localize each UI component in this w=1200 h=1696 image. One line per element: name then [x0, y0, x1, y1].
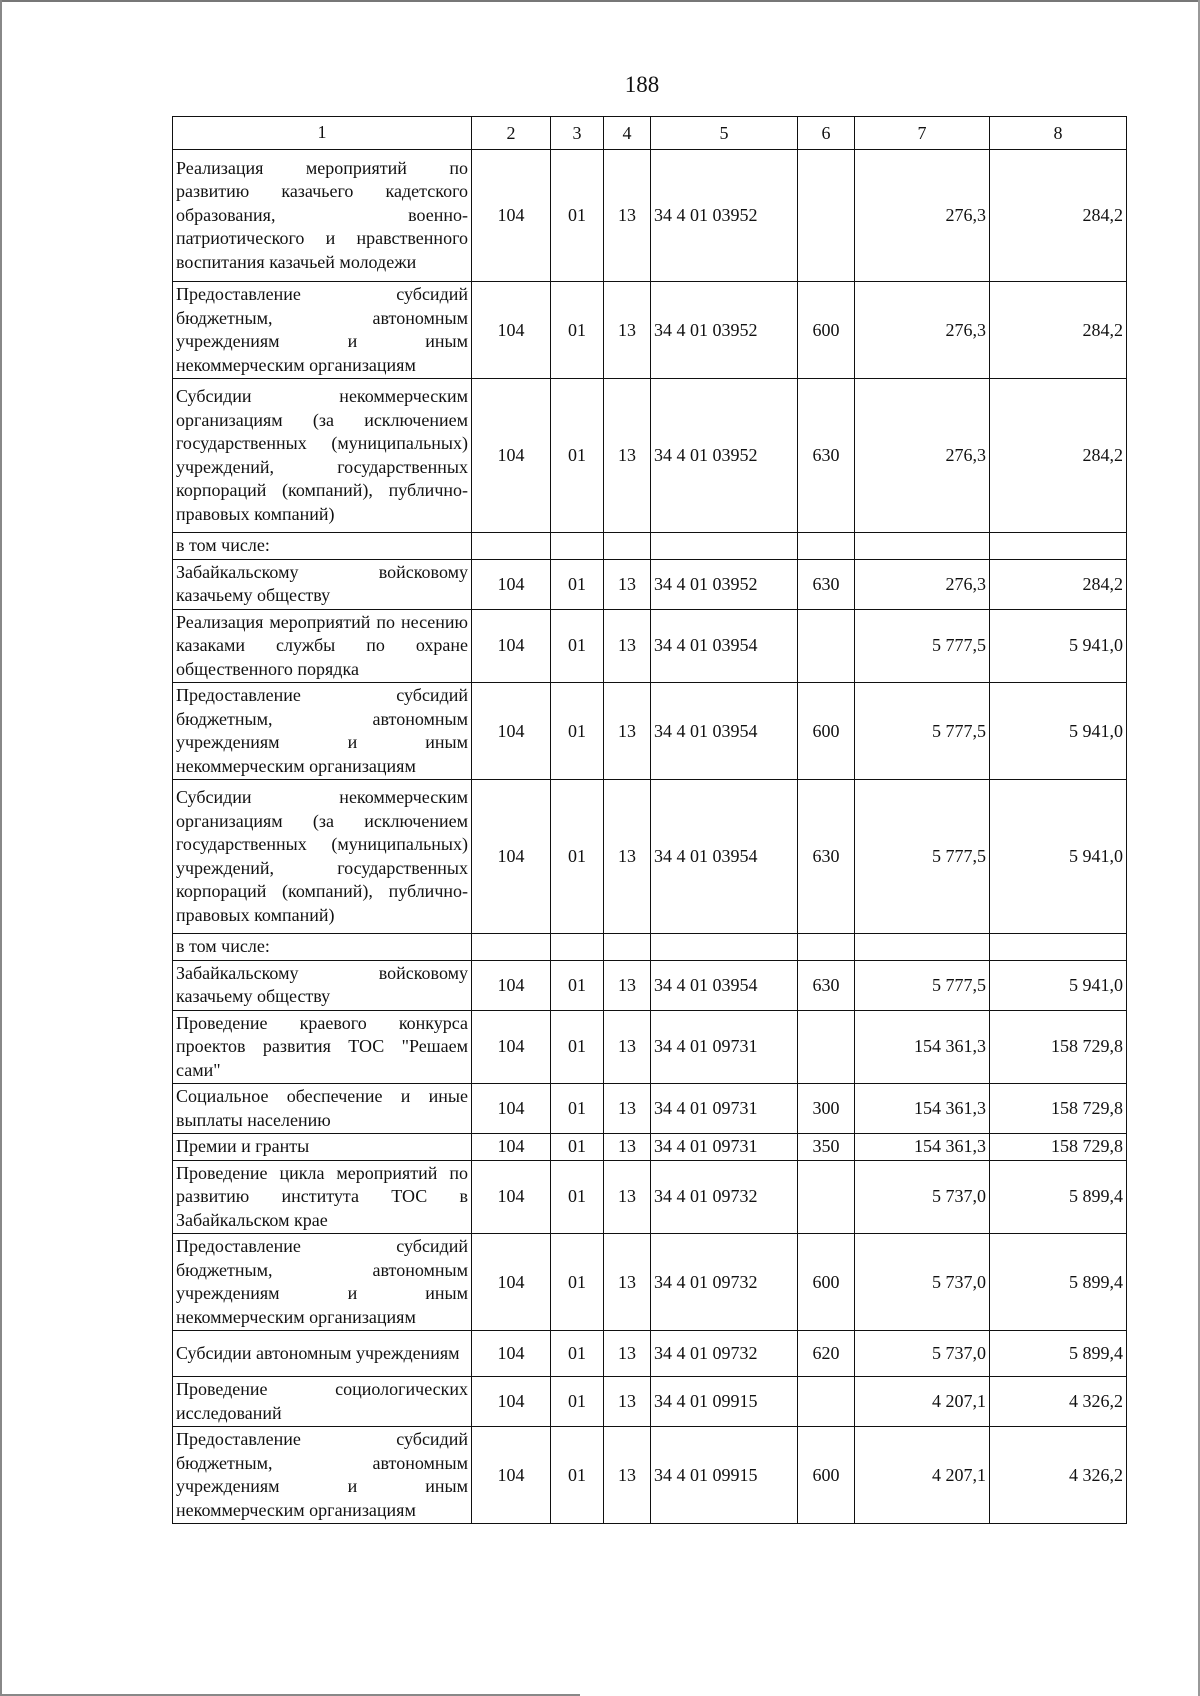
row-amount-year2: 284,2 [990, 379, 1127, 533]
row-code-target: 34 4 01 09732 [651, 1331, 798, 1377]
row-code-expense-type: 600 [798, 1427, 855, 1524]
row-code-target: 34 4 01 09915 [651, 1427, 798, 1524]
row-amount-year1: 4 207,1 [855, 1377, 990, 1427]
row-code-expense-type: 630 [798, 780, 855, 934]
table-row [173, 282, 1127, 379]
row-code-target [651, 934, 798, 961]
row-code-expense-type: 630 [798, 559, 855, 609]
row-amount-year2 [990, 533, 1127, 560]
row-description: Предоставление субсидий бюджетным, автономным учреждениям и иным некоммерческим организациям [173, 282, 472, 379]
row-description: в том числе: [173, 533, 472, 560]
table-row [173, 1160, 1127, 1234]
row-amount-year1: 154 361,3 [855, 1010, 990, 1084]
row-code-subsection: 13 [604, 683, 651, 780]
row-amount-year2: 5 941,0 [990, 683, 1127, 780]
row-code-expense-type [798, 1010, 855, 1084]
row-code-expense-type: 300 [798, 1084, 855, 1134]
row-code-target: 34 4 01 03952 [651, 150, 798, 282]
row-description: Проведение цикла мероприятий по развитию института ТОС в Забайкальском крае [173, 1160, 472, 1234]
row-amount-year2: 284,2 [990, 559, 1127, 609]
row-code-section: 01 [551, 1427, 604, 1524]
row-amount-year2: 158 729,8 [990, 1134, 1127, 1161]
table-row [173, 150, 1127, 282]
column-header-6: 6 [798, 117, 855, 150]
row-code-section: 01 [551, 1377, 604, 1427]
table-row [173, 1084, 1127, 1134]
table-row [173, 934, 1127, 961]
row-amount-year1: 154 361,3 [855, 1084, 990, 1134]
table-row [173, 1331, 1127, 1377]
row-code-subsection: 13 [604, 150, 651, 282]
row-code-target: 34 4 01 03952 [651, 379, 798, 533]
row-description: Предоставление субсидий бюджетным, автономным учреждениям и иным некоммерческим организациям [173, 1427, 472, 1524]
row-description: Субсидии автономным учреждениям [173, 1331, 472, 1377]
table-row [173, 533, 1127, 560]
row-code-section: 01 [551, 1160, 604, 1234]
row-code-ministry: 104 [472, 1234, 551, 1331]
row-code-target: 34 4 01 09731 [651, 1010, 798, 1084]
row-code-expense-type [798, 1377, 855, 1427]
row-code-target: 34 4 01 09732 [651, 1160, 798, 1234]
row-code-section: 01 [551, 379, 604, 533]
table-row [173, 1427, 1127, 1524]
table-row [173, 609, 1127, 683]
row-code-expense-type: 600 [798, 282, 855, 379]
table-row [173, 1234, 1127, 1331]
row-code-expense-type [798, 533, 855, 560]
row-code-ministry: 104 [472, 150, 551, 282]
row-amount-year1: 5 777,5 [855, 609, 990, 683]
row-description: Предоставление субсидий бюджетным, автономным учреждениям и иным некоммерческим организациям [173, 683, 472, 780]
row-code-ministry: 104 [472, 609, 551, 683]
row-code-ministry: 104 [472, 1160, 551, 1234]
row-code-target: 34 4 01 09731 [651, 1084, 798, 1134]
row-description: Проведение социологических исследований [173, 1377, 472, 1427]
column-header-4: 4 [604, 117, 651, 150]
row-code-ministry [472, 533, 551, 560]
row-code-subsection: 13 [604, 1427, 651, 1524]
row-code-ministry: 104 [472, 379, 551, 533]
table-row [173, 780, 1127, 934]
row-amount-year2: 5 899,4 [990, 1331, 1127, 1377]
row-code-ministry: 104 [472, 1010, 551, 1084]
row-code-ministry: 104 [472, 559, 551, 609]
row-amount-year2 [990, 934, 1127, 961]
row-code-subsection: 13 [604, 559, 651, 609]
table-row [173, 1134, 1127, 1161]
row-code-target: 34 4 01 09915 [651, 1377, 798, 1427]
row-code-ministry: 104 [472, 1331, 551, 1377]
column-header-8: 8 [990, 117, 1127, 150]
row-description: Реализация мероприятий по развитию казачьего кадетского образования, военно-патриотического и нравственного воспитания казачьей молодежи [173, 150, 472, 282]
row-code-target: 34 4 01 09731 [651, 1134, 798, 1161]
row-amount-year2: 5 941,0 [990, 960, 1127, 1010]
row-code-expense-type [798, 934, 855, 961]
row-amount-year1: 154 361,3 [855, 1134, 990, 1161]
row-code-ministry: 104 [472, 960, 551, 1010]
row-amount-year2: 284,2 [990, 282, 1127, 379]
table-row [173, 1010, 1127, 1084]
row-code-subsection: 13 [604, 1234, 651, 1331]
row-code-expense-type: 620 [798, 1331, 855, 1377]
header-row [173, 117, 1127, 150]
row-code-subsection: 13 [604, 1331, 651, 1377]
row-amount-year1: 5 777,5 [855, 683, 990, 780]
row-description: Забайкальскому войсковому казачьему обществу [173, 559, 472, 609]
row-code-expense-type: 630 [798, 379, 855, 533]
row-code-ministry: 104 [472, 282, 551, 379]
row-code-expense-type: 600 [798, 683, 855, 780]
row-code-section: 01 [551, 150, 604, 282]
row-code-ministry: 104 [472, 1084, 551, 1134]
row-code-section: 01 [551, 282, 604, 379]
row-description: Предоставление субсидий бюджетным, автономным учреждениям и иным некоммерческим организациям [173, 1234, 472, 1331]
row-amount-year2: 5 941,0 [990, 780, 1127, 934]
table-row [173, 960, 1127, 1010]
row-code-target: 34 4 01 03952 [651, 559, 798, 609]
row-code-expense-type: 350 [798, 1134, 855, 1161]
row-code-expense-type [798, 150, 855, 282]
row-code-section: 01 [551, 1084, 604, 1134]
row-amount-year2: 158 729,8 [990, 1084, 1127, 1134]
row-code-target: 34 4 01 03954 [651, 780, 798, 934]
row-code-expense-type: 630 [798, 960, 855, 1010]
row-amount-year1 [855, 934, 990, 961]
row-code-subsection: 13 [604, 1160, 651, 1234]
table-row [173, 683, 1127, 780]
row-amount-year2: 5 899,4 [990, 1234, 1127, 1331]
column-header-3: 3 [551, 117, 604, 150]
column-header-5: 5 [651, 117, 798, 150]
row-code-ministry: 104 [472, 1134, 551, 1161]
row-description: Реализация мероприятий по несению казаками службы по охране общественного порядка [173, 609, 472, 683]
row-code-subsection: 13 [604, 960, 651, 1010]
row-description: Субсидии некоммерческим организациям (за исключением государственных (муниципальных) учреждений, государственных корпораций (компаний), публично-правовых компаний) [173, 780, 472, 934]
row-code-subsection: 13 [604, 780, 651, 934]
row-code-section: 01 [551, 960, 604, 1010]
row-amount-year2: 284,2 [990, 150, 1127, 282]
row-code-target: 34 4 01 03952 [651, 282, 798, 379]
row-amount-year1: 4 207,1 [855, 1427, 990, 1524]
row-amount-year1: 5 737,0 [855, 1160, 990, 1234]
page-number: 188 [624, 72, 660, 97]
row-code-section: 01 [551, 609, 604, 683]
row-code-subsection: 13 [604, 282, 651, 379]
row-code-subsection: 13 [604, 379, 651, 533]
row-amount-year1: 5 777,5 [855, 780, 990, 934]
row-amount-year1: 276,3 [855, 379, 990, 533]
row-code-subsection: 13 [604, 609, 651, 683]
budget-table-body [173, 117, 1127, 1524]
row-code-subsection: 13 [604, 1134, 651, 1161]
row-description: Социальное обеспечение и иные выплаты населению [173, 1084, 472, 1134]
row-code-section: 01 [551, 780, 604, 934]
row-code-target: 34 4 01 03954 [651, 960, 798, 1010]
row-amount-year1: 5 737,0 [855, 1234, 990, 1331]
row-code-section: 01 [551, 683, 604, 780]
row-code-section: 01 [551, 559, 604, 609]
row-description: в том числе: [173, 934, 472, 961]
row-amount-year1 [855, 533, 990, 560]
scan-edge-top [0, 0, 1200, 2]
table-row [173, 1377, 1127, 1427]
row-code-section: 01 [551, 1134, 604, 1161]
row-amount-year1: 5 737,0 [855, 1331, 990, 1377]
row-code-ministry: 104 [472, 1377, 551, 1427]
row-amount-year2: 4 326,2 [990, 1377, 1127, 1427]
row-amount-year1: 5 777,5 [855, 960, 990, 1010]
column-header-2: 2 [472, 117, 551, 150]
row-amount-year1: 276,3 [855, 559, 990, 609]
row-code-section: 01 [551, 1331, 604, 1377]
row-code-subsection [604, 934, 651, 961]
row-code-ministry: 104 [472, 1427, 551, 1524]
row-code-ministry [472, 934, 551, 961]
row-code-subsection [604, 533, 651, 560]
row-description: Премии и гранты [173, 1134, 472, 1161]
table-row [173, 559, 1127, 609]
row-code-expense-type [798, 1160, 855, 1234]
row-code-target [651, 533, 798, 560]
row-amount-year2: 5 941,0 [990, 609, 1127, 683]
scan-edge-left [0, 0, 2, 1696]
row-amount-year2: 158 729,8 [990, 1010, 1127, 1084]
row-description: Забайкальскому войсковому казачьему обществу [173, 960, 472, 1010]
row-code-subsection: 13 [604, 1010, 651, 1084]
row-description: Проведение краевого конкурса проектов развития ТОС "Решаем сами" [173, 1010, 472, 1084]
row-amount-year2: 5 899,4 [990, 1160, 1127, 1234]
row-code-subsection: 13 [604, 1084, 651, 1134]
row-code-section: 01 [551, 1234, 604, 1331]
row-code-section [551, 533, 604, 560]
row-code-ministry: 104 [472, 780, 551, 934]
row-description: Субсидии некоммерческим организациям (за исключением государственных (муниципальных) учреждений, государственных корпораций (компаний), публично-правовых компаний) [173, 379, 472, 533]
table-row [173, 379, 1127, 533]
budget-table [172, 116, 1127, 1524]
row-amount-year2: 4 326,2 [990, 1427, 1127, 1524]
row-code-expense-type: 600 [798, 1234, 855, 1331]
row-code-target: 34 4 01 03954 [651, 609, 798, 683]
row-amount-year1: 276,3 [855, 282, 990, 379]
row-code-subsection: 13 [604, 1377, 651, 1427]
row-code-target: 34 4 01 03954 [651, 683, 798, 780]
row-code-section [551, 934, 604, 961]
row-code-section: 01 [551, 1010, 604, 1084]
row-code-expense-type [798, 609, 855, 683]
row-amount-year1: 276,3 [855, 150, 990, 282]
row-code-target: 34 4 01 09732 [651, 1234, 798, 1331]
row-code-ministry: 104 [472, 683, 551, 780]
column-header-7: 7 [855, 117, 990, 150]
column-header-1: 1 [173, 117, 472, 150]
